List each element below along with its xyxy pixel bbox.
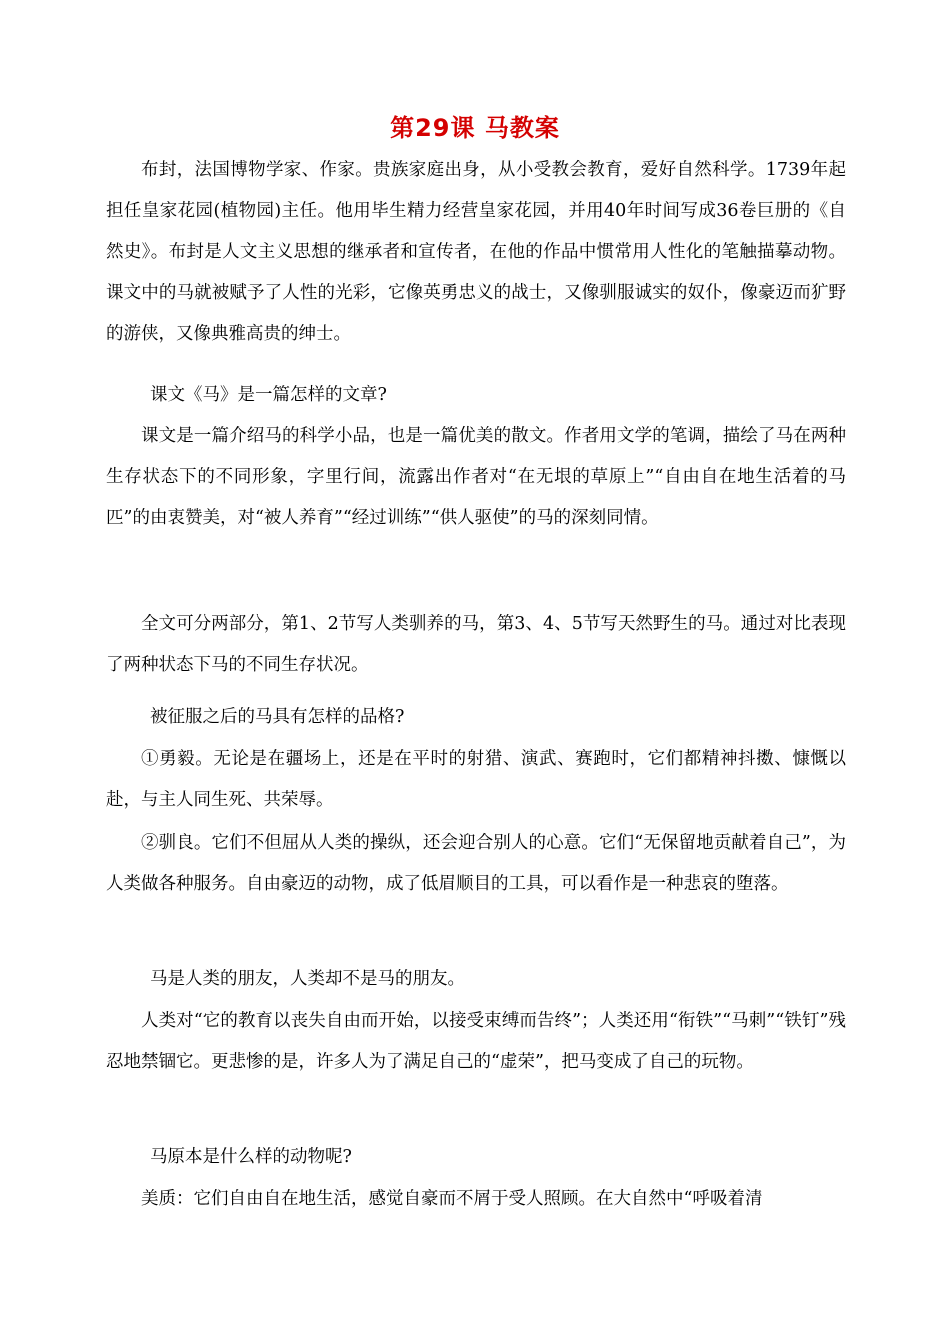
paragraph-statement: 马是人类的朋友，人类却不是马的朋友。 [150, 969, 465, 989]
paragraph-nature: 美质：它们自由自在地生活，感觉自豪而不屑于受人照顾。在大自然中“呼吸着清 [141, 1189, 763, 1209]
paragraph-answer-1: 课文是一篇介绍马的科学小品，也是一篇优美的散文。作者用文学的笔调，描绘了马在两种生存状态下的不同形象，字里行间，流露出作者对“在无垠的草原上”“自由自在地生活着的马匹”的由衷赞美，对“被人养育”“经过训练”“供人驱使”的马的深刻同情。 [106, 426, 846, 528]
paragraph-question-1: 课文《马》是一篇怎样的文章? [150, 385, 387, 405]
paragraph-humans: 人类对“它的教育以丧失自由而开始，以接受束缚而告终”；人类还用“衔铁”“马刺”“铁钉”残忍地禁锢它。更悲惨的是，许多人为了满足自己的“虚荣”，把马变成了自己的玩物。 [106, 1011, 846, 1072]
paragraph-intro: 布封，法国博物学家、作家。贵族家庭出身，从小受教会教育，爱好自然科学。1739年起担任皇家花园(植物园)主任。他用毕生精力经营皇家花园，并用40年时间写成36卷巨册的《自然史》。布封是人文主义思想的继承者和宣传者，在他的作品中惯常用人性化的笔触描摹动物。课文中的马就被赋予了人性的光彩，它像英勇忠义的战士，又像驯服诚实的奴仆，像豪迈而犷野的游侠，又像典雅高贵的绅士。 [106, 160, 846, 344]
paragraph-question-3: 马原本是什么样的动物呢? [150, 1147, 352, 1167]
paragraph-question-2: 被征服之后的马具有怎样的品格? [150, 707, 405, 727]
paragraph-trait-2: ②驯良。它们不但屈从人类的操纵，还会迎合别人的心意。它们“无保留地贡献着自己”，为人类做各种服务。自由豪迈的动物，成了低眉顺目的工具，可以看作是一种悲哀的堕落。 [106, 833, 846, 894]
paragraph-structure: 全文可分两部分，第1、2节写人类驯养的马，第3、4、5节写天然野生的马。通过对比表现了两种状态下马的不同生存状况。 [106, 614, 846, 675]
paragraph-trait-1: ①勇毅。无论是在疆场上，还是在平时的射猎、演武、赛跑时，它们都精神抖擞、慷慨以赴，与主人同生死、共荣辱。 [106, 749, 846, 810]
document-title: 第29课 马教案 [390, 114, 560, 142]
